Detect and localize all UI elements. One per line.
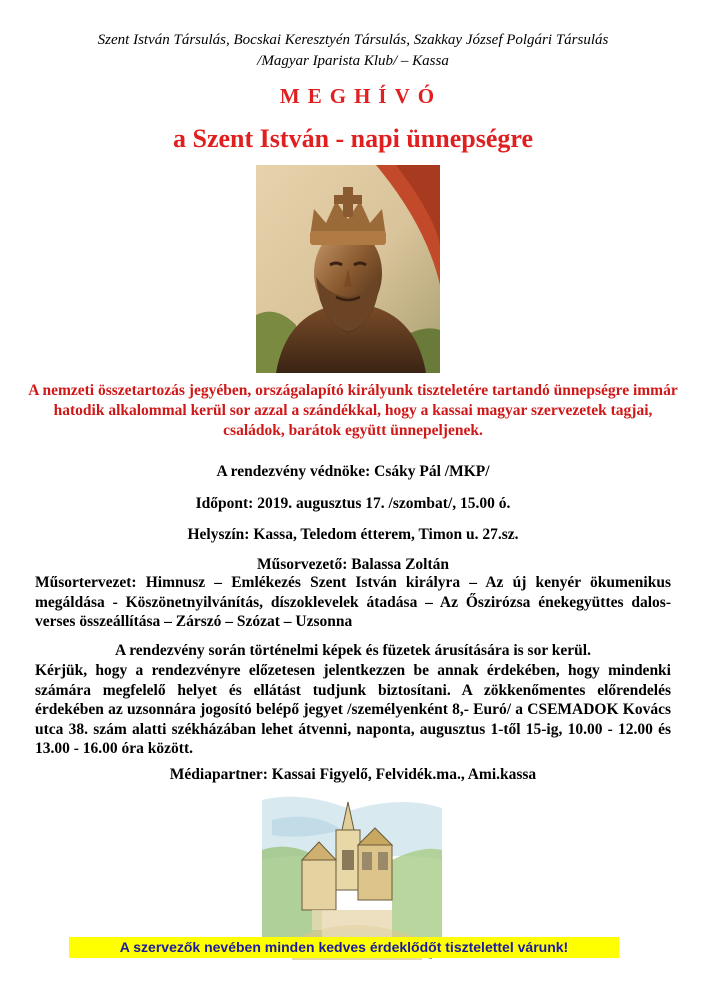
event-location: Helyszín: Kassa, Teledom étterem, Timon u. 27.sz. <box>187 526 519 543</box>
invitation-heading: MEGHÍVÓ <box>279 84 443 108</box>
event-title: a Szent István - napi ünnepségre <box>173 124 533 153</box>
program-outline: Műsortervezet: Himnusz – Emlékezés Szent István királyra – Az új kenyér ökumenikus megáldása - Köszönetnyilvánítás, díszoklevelek átadása – Az Őszirózsa énekegyüttes dalos-verses összeállítása – Zárszó – Szózat – Uzsonna <box>35 574 671 630</box>
organizers-line-2: /Magyar Iparista Klub/ – Kassa <box>257 53 449 69</box>
organizers-header <box>0 30 706 72</box>
organizers-line-1: Szent István Társulás, Bocskai Keresztyén Társulás, Szakkay József Polgári Társulás <box>97 32 609 48</box>
sales-notice: A rendezvény során történelmi képek és füzetek árusítására is sor kerül. <box>114 642 591 659</box>
closing-message: A szervezők nevében minden kedves érdeklődőt tisztelettel várunk! <box>69 937 619 958</box>
event-patron: A rendezvény védnöke: Csáky Pál /MKP/ <box>216 463 490 480</box>
event-datetime: Időpont: 2019. augusztus 17. /szombat/, 15.00 ó. <box>195 495 511 512</box>
saint-stephen-statue-image <box>256 165 440 373</box>
intro-paragraph: A nemzeti összetartozás jegyében, országalapító királyunk tiszteletére tartandó ünnepségre immár hatodik alkalommal kerül sor azzal a szándékkal, hogy a kassai magyar szervezetek tagjai, családok, barátok együtt ünnepeljenek. <box>28 382 678 439</box>
event-host: Műsorvezető: Balassa Zoltán <box>256 556 449 573</box>
media-partners: Médiapartner: Kassai Figyelő, Felvidék.ma., Ami.kassa <box>169 766 537 783</box>
registration-paragraph: Kérjük, hogy a rendezvényre előzetesen jelentkezzen be annak érdekében, hogy mindenki számára megfelelő helyet és ellátást tudjunk biztosítani. A zökkenőmentes előrendelés érdekében az uzsonnára jogosító belépő jegyet /személyenként 8,- Euró/ a CSEMADOK Kovács utca 38. szám alatti székházában lehet átvenni, naponta, augusztus 1-től 15-ig, 10.00 - 12.00 és 13.00 - 16.00 óra között. <box>35 662 671 757</box>
